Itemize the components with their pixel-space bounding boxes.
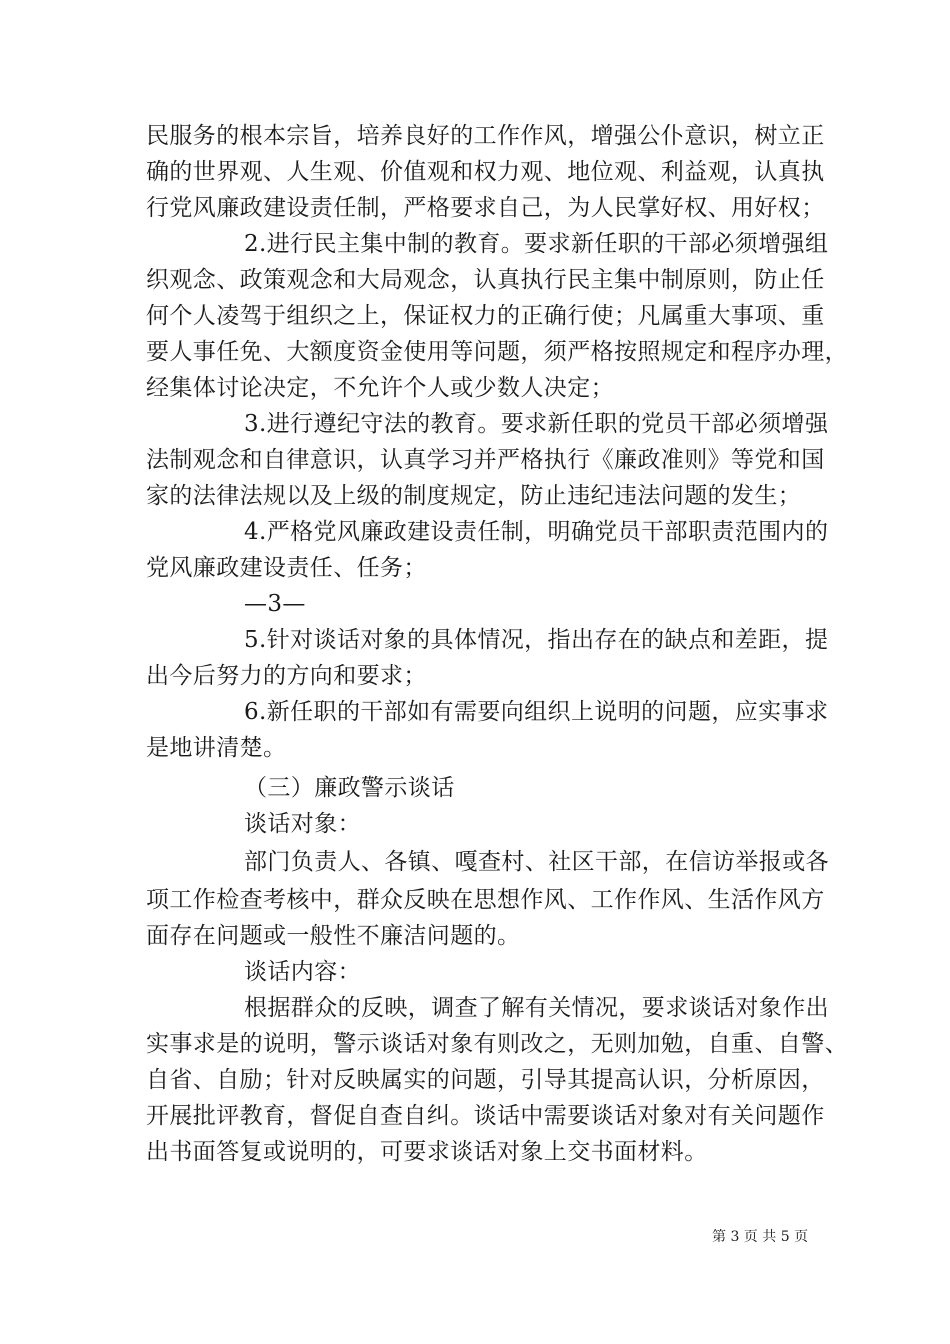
text-line: 自省、自励；针对反映属实的问题，引导其提高认识，分析原因， bbox=[146, 1067, 825, 1093]
text-line: 项工作检查考核中，群众反映在思想作风、工作作风、生活作风方 bbox=[146, 887, 825, 913]
text-line: 2.进行民主集中制的教育。要求新任职的干部必须增强组 bbox=[244, 231, 829, 257]
text-line: 织观念、政策观念和大局观念，认真执行民主集中制原则，防止任 bbox=[146, 267, 825, 293]
text-line: 部门负责人、各镇、嘎查村、社区干部，在信访举报或各 bbox=[244, 849, 829, 875]
text-line: 根据群众的反映，调查了解有关情况，要求谈话对象作出 bbox=[244, 995, 829, 1021]
text-line: 法制观念和自律意识，认真学习并严格执行《廉政准则》等党和国 bbox=[146, 447, 825, 473]
page-footer: 第 3 页 共 5 页 bbox=[712, 1229, 809, 1245]
text-line: 要人事任免、大额度资金使用等问题，须严格按照规定和程序办理， bbox=[146, 339, 848, 365]
text-line: 面存在问题或一般性不廉洁问题的。 bbox=[146, 923, 521, 949]
text-line: 何个人凌驾于组织之上，保证权力的正确行使；凡属重大事项、重 bbox=[146, 303, 825, 329]
text-line: 6.新任职的干部如有需要向组织上说明的问题，应实事求 bbox=[244, 699, 829, 725]
text-line: 5.针对谈话对象的具体情况，指出存在的缺点和差距，提 bbox=[244, 627, 829, 653]
section-heading: （三）廉政警示谈话 bbox=[244, 775, 455, 801]
text-line: 开展批评教育，督促自查自纠。谈话中需要谈话对象对有关问题作 bbox=[146, 1103, 825, 1129]
text-line: 确的世界观、人生观、价值观和权力观、地位观、利益观，认真执 bbox=[146, 159, 825, 185]
text-line: 民服务的根本宗旨，培养良好的工作作风，增强公仆意识，树立正 bbox=[146, 123, 825, 149]
text-line: 3.进行遵纪守法的教育。要求新任职的党员干部必须增强 bbox=[244, 411, 829, 437]
text-line: 经集体讨论决定，不允许个人或少数人决定； bbox=[146, 375, 614, 401]
text-line: 行党风廉政建设责任制，严格要求自己，为人民掌好权、用好权； bbox=[146, 195, 825, 221]
text-line: 党风廉政建设责任、任务； bbox=[146, 555, 427, 581]
text-line: 4.严格党风廉政建设责任制，明确党员干部职责范围内的 bbox=[244, 519, 829, 545]
text-line: 实事求是的说明，警示谈话对象有则改之，无则加勉，自重、自警、 bbox=[146, 1031, 848, 1057]
subheading: 谈话内容： bbox=[244, 959, 361, 985]
text-line: 出书面答复或说明的，可要求谈话对象上交书面材料。 bbox=[146, 1139, 708, 1165]
page-marker: —3— bbox=[244, 591, 306, 617]
text-line: 是地讲清楚。 bbox=[146, 735, 287, 761]
subheading: 谈话对象： bbox=[244, 811, 361, 837]
text-line: 家的法律法规以及上级的制度规定，防止违纪违法问题的发生； bbox=[146, 483, 802, 509]
text-line: 出今后努力的方向和要求； bbox=[146, 663, 427, 689]
